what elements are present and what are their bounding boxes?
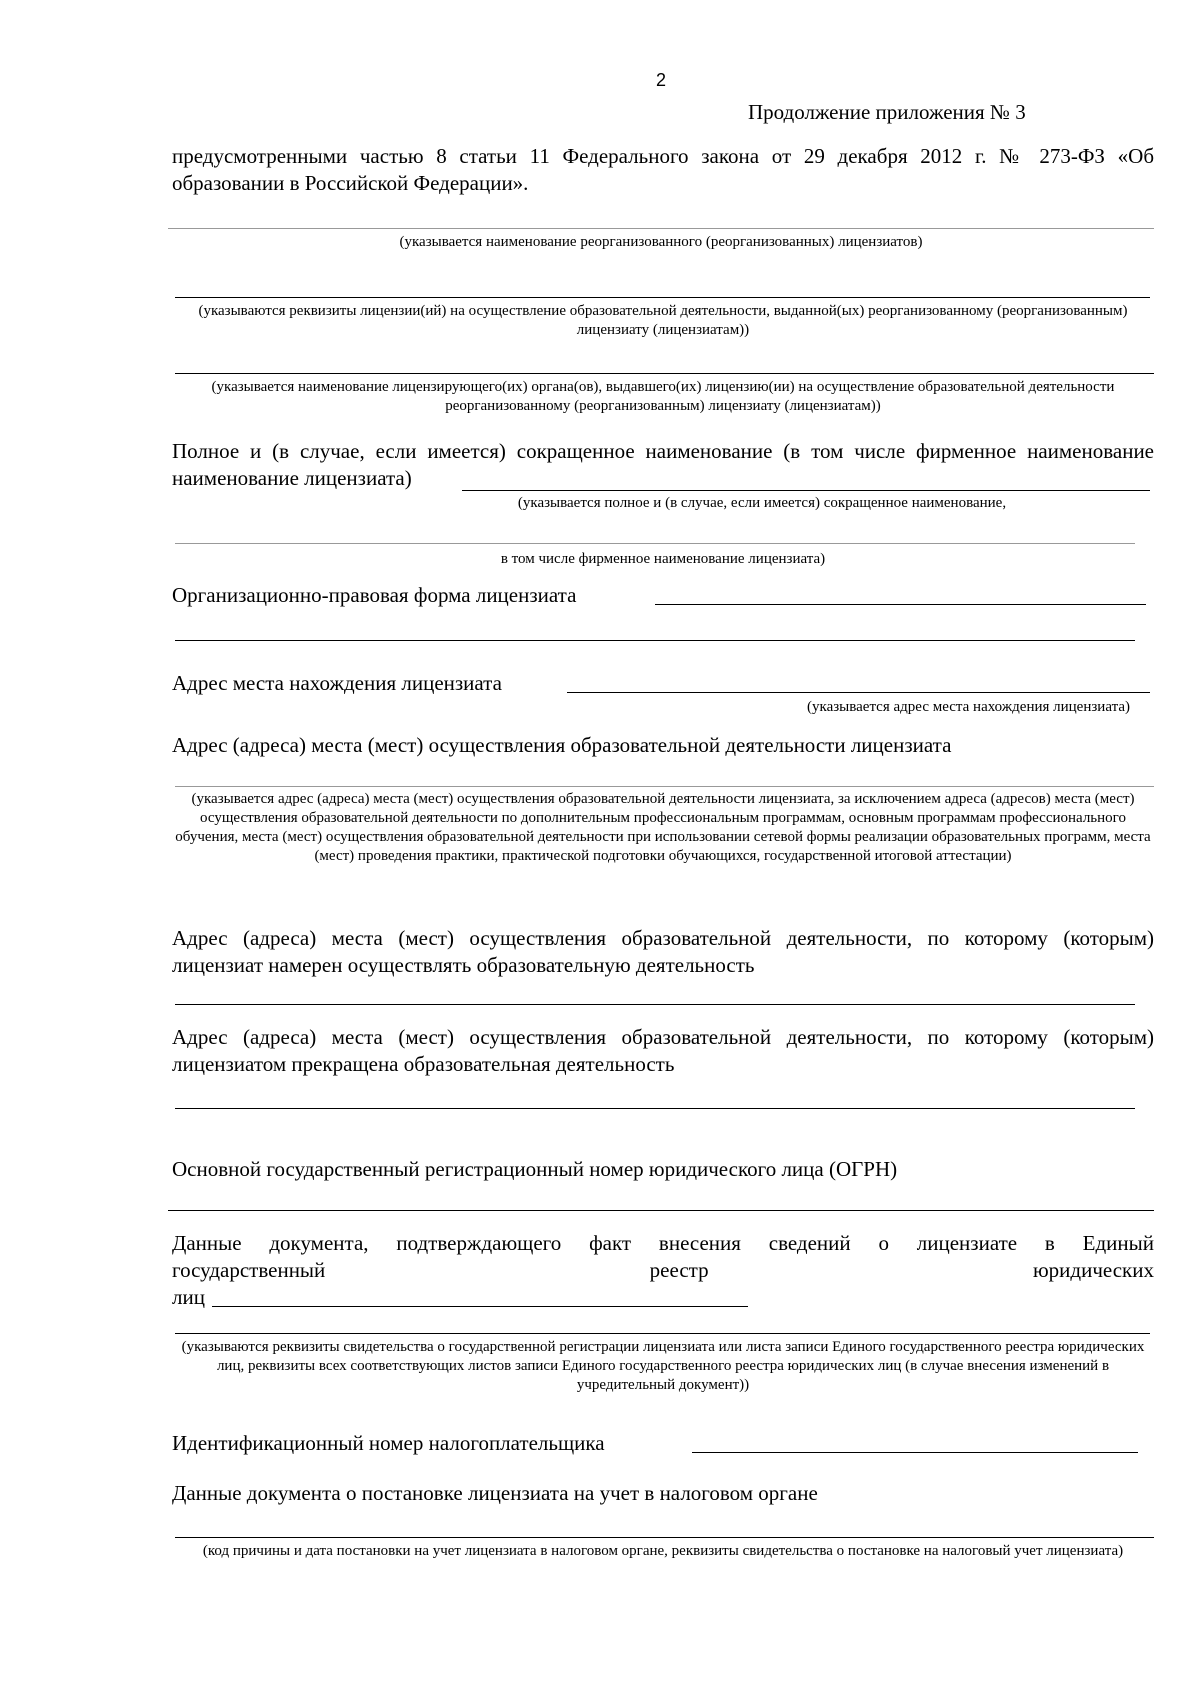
org-form-line[interactable]	[655, 604, 1146, 605]
org-form-label: Организационно-правовая форма лицензиата	[172, 583, 577, 607]
license-details-note: (указываются реквизиты лицензии(ий) на осуществление образовательной деятельности, выданной(ых) реорганизованному (реорганизованным) лицензиату (лицензиатам))	[198, 303, 1128, 338]
planned-address-line[interactable]	[175, 1004, 1135, 1005]
address-note: (указывается адрес места нахождения лицензиата)	[807, 699, 1130, 715]
tax-line[interactable]	[175, 1537, 1154, 1538]
intro-paragraph: предусмотренными частью 8 статьи 11 Федерального закона от 29 декабря 2012 г. № 273-ФЗ «Об образовании в Российской Федерации».	[172, 144, 1154, 195]
tax-note: (код причины и дата постановки на учет лицензиата в налоговом органе, реквизиты свидетельства о постановке на налоговый учет лицензиата)	[202, 1543, 1124, 1559]
egrul-note: (указываются реквизиты свидетельства о государственной регистрации лицензиата или листа записи Единого государственного реестра юридических лиц, реквизиты всех соответствующих листов записи Единого государственного реестра юридических лиц (в случае внесения изменений в учредительный документ))	[181, 1339, 1145, 1393]
address-label: Адрес места нахождения лицензиата	[172, 671, 502, 695]
reorg-name-note: (указывается наименование реорганизованного (реорганизованных) лицензиатов)	[399, 234, 923, 250]
egrul-label-line3: лиц	[172, 1285, 205, 1309]
terminated-address-line[interactable]	[175, 1108, 1135, 1109]
licensing-body-note: (указывается наименование лицензирующего(их) органа(ов), выдавшего(их) лицензию(ии) на осуществление образовательной деятельности реорганизованному (реорганизованным) лицензиату (лицензиатам))	[211, 379, 1115, 414]
full-name-note-2: в том числе фирменное наименование лицензиата)	[500, 551, 826, 567]
tax-label: Данные документа о постановке лицензиата на учет в налоговом органе	[172, 1481, 818, 1505]
inn-line[interactable]	[692, 1452, 1138, 1453]
egrul-label-line1: Данные документа, подтверждающего факт внесения сведений о лицензиате в Единый	[172, 1231, 1154, 1255]
planned-address-label: Адрес (адреса) места (мест) осуществления образовательной деятельности, по которому (которым) лицензиат намерен осуществлять образовательную деятельность	[172, 926, 1154, 977]
full-name-label-line2: наименование лицензиата)	[172, 466, 412, 490]
terminated-address-label: Адрес (адреса) места (мест) осуществления образовательной деятельности, по которому (которым) лицензиатом прекращена образовательная деятельность	[172, 1025, 1154, 1076]
full-name-line[interactable]	[462, 490, 1150, 491]
full-name-label-line1: Полное и (в случае, если имеется) сокращенное наименование (в том числе фирменное наименование	[172, 439, 1154, 463]
licensing-body-line[interactable]	[175, 373, 1154, 374]
egrul-label-line2: государственный реестр юридических	[172, 1258, 1154, 1282]
egrul-line[interactable]	[212, 1306, 748, 1307]
address-line[interactable]	[567, 692, 1150, 693]
license-details-line[interactable]	[175, 297, 1150, 298]
page-number: 2	[655, 70, 666, 90]
ogrn-label: Основной государственный регистрационный номер юридического лица (ОГРН)	[172, 1157, 898, 1181]
ogrn-line[interactable]	[168, 1210, 1154, 1211]
full-name-line-2[interactable]	[175, 543, 1135, 544]
activity-address-note: (указывается адрес (адреса) места (мест) осуществления образовательной деятельности лицензиата, за исключением адреса (адресов) места (мест) осуществления образовательной деятельности по дополнительным профессиональным программам, основным программам профессионального обучения, места (мест) осуществления образовательной деятельности при использовании сетевой формы реализации образовательных программ, места (мест) проведения практики, практической подготовки обучающихся, государственной итоговой аттестации)	[175, 791, 1151, 864]
activity-address-line[interactable]	[175, 786, 1154, 787]
full-name-note-1: (указывается полное и (в случае, если имеется) сокращенное наименование,	[517, 495, 1007, 511]
appendix-label: Продолжение приложения № 3	[748, 100, 1026, 124]
org-form-line-2[interactable]	[175, 640, 1135, 641]
activity-address-label: Адрес (адреса) места (мест) осуществления образовательной деятельности лицензиата	[172, 733, 952, 757]
reorg-name-line[interactable]	[168, 228, 1154, 229]
inn-label: Идентификационный номер налогоплательщика	[172, 1431, 605, 1455]
egrul-line-2[interactable]	[175, 1333, 1150, 1334]
